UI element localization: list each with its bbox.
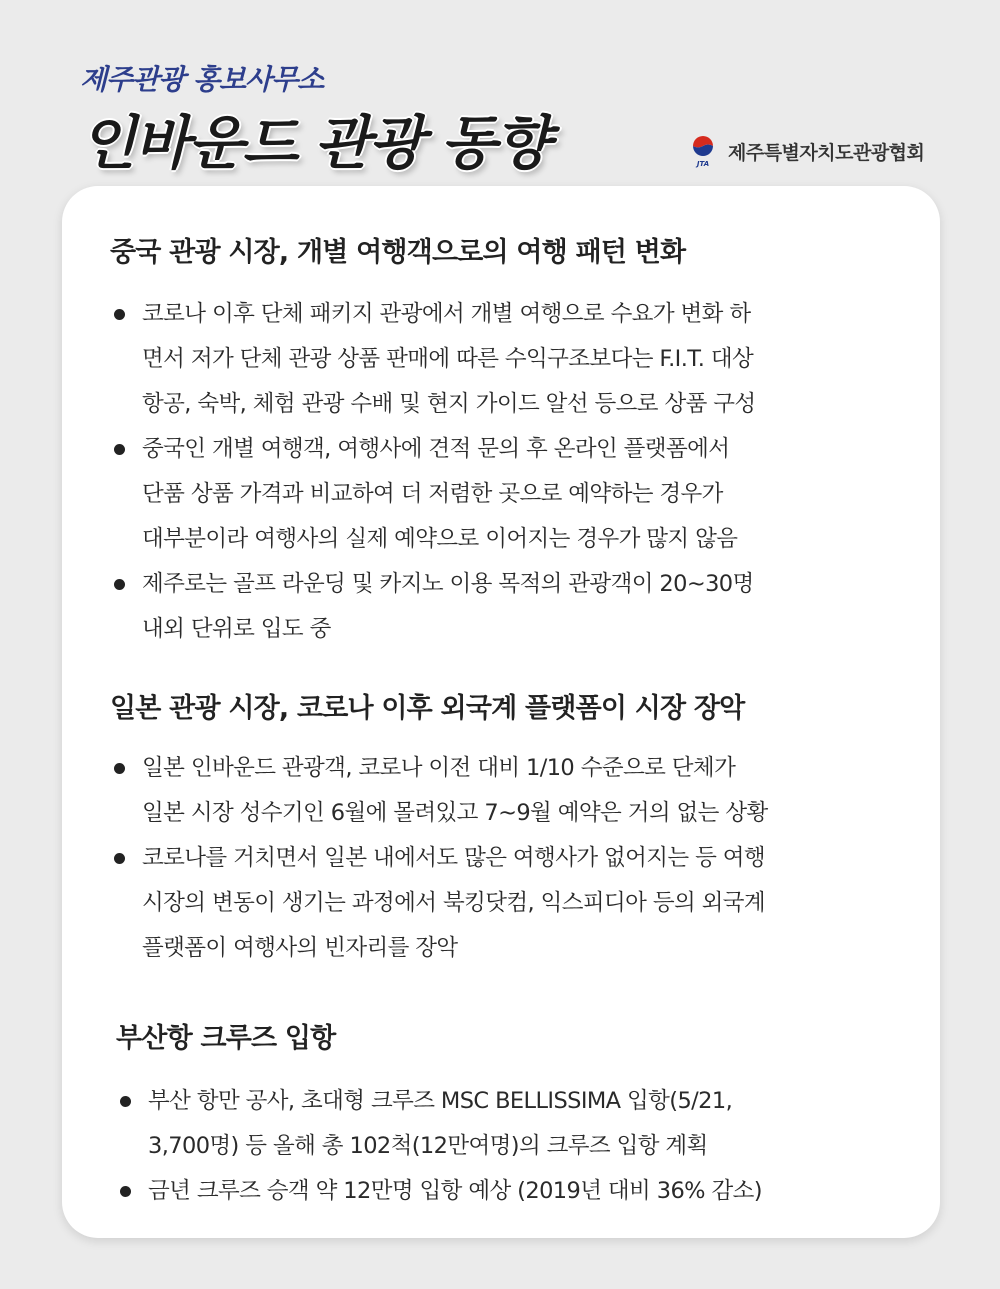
content-card (62, 186, 940, 1238)
bullet-line: 시장의 변동이 생기는 과정에서 북킹닷컴, 익스피디아 등의 외국계 (142, 890, 766, 916)
bullet-dot (120, 1096, 131, 1107)
jta-logo-icon (688, 134, 718, 168)
bullet-dot (114, 763, 125, 774)
list-item (110, 746, 930, 836)
list-item (116, 1079, 936, 1169)
bullet-list-japan (110, 746, 930, 971)
bullet-line: 3,700명) 등 올해 총 102척(12만여명)의 크루즈 입항 계획 (148, 1133, 708, 1159)
list-item (116, 1169, 936, 1214)
section-title-china: 중국 관광 시장, 개별 여행객으로의 여행 패턴 변화 (110, 237, 686, 268)
bullet-line: 제주로는 골프 라운딩 및 카지노 이용 목적의 관광객이 20~30명 (142, 571, 754, 597)
bullet-list-busan-cruise (116, 1079, 936, 1214)
list-item (110, 836, 930, 971)
bullet-dot (114, 579, 125, 590)
bullet-line: 금년 크루즈 승객 약 12만명 입항 예상 (2019년 대비 36% 감소) (148, 1178, 762, 1204)
bullet-line: 중국인 개별 여행객, 여행사에 견적 문의 후 온라인 플랫폼에서 (142, 436, 730, 462)
bullet-line: 면서 저가 단체 관광 상품 판매에 따른 수익구조보다는 F.I.T. 대상 (142, 346, 754, 372)
page-title: 인바운드 관광 동향 (80, 109, 549, 177)
bullet-line: 항공, 숙박, 체험 관광 수배 및 현지 가이드 알선 등으로 상품 구성 (142, 391, 756, 417)
bullet-line: 플랫폼이 여행사의 빈자리를 장악 (142, 935, 458, 961)
svg-text:JTA: JTA (696, 160, 710, 168)
list-item (110, 427, 930, 562)
bullet-dot (114, 853, 125, 864)
bullet-line: 부산 항만 공사, 초대형 크루즈 MSC BELLISSIMA 입항(5/21, (148, 1088, 733, 1114)
section-title-busan-cruise: 부산항 크루즈 입항 (116, 1023, 336, 1054)
list-item (110, 292, 930, 427)
bullet-dot (120, 1186, 131, 1197)
bullet-line: 일본 시장 성수기인 6월에 몰려있고 7~9월 예약은 거의 없는 상황 (142, 800, 768, 826)
bullet-line: 단품 상품 가격과 비교하여 더 저렴한 곳으로 예약하는 경우가 (142, 481, 723, 507)
bullet-list-china (110, 292, 930, 652)
bullet-line: 내외 단위로 입도 중 (142, 616, 331, 642)
bullet-line: 일본 인바운드 관광객, 코로나 이전 대비 1/10 수준으로 단체가 (142, 755, 736, 781)
section-title-japan: 일본 관광 시장, 코로나 이후 외국계 플랫폼이 시장 장악 (110, 693, 745, 724)
list-item (110, 562, 930, 652)
organization-name: 제주특별자치도관광협회 (728, 141, 925, 164)
bullet-line: 대부분이라 여행사의 실제 예약으로 이어지는 경우가 많지 않음 (142, 526, 738, 552)
bullet-line: 코로나를 거치면서 일본 내에서도 많은 여행사가 없어지는 등 여행 (142, 845, 766, 871)
organization-badge (688, 134, 924, 168)
header-subtitle: 제주관광 홍보사무소 (80, 63, 324, 96)
bullet-line: 코로나 이후 단체 패키지 관광에서 개별 여행으로 수요가 변화 하 (142, 301, 751, 327)
bullet-dot (114, 309, 125, 320)
bullet-dot (114, 444, 125, 455)
